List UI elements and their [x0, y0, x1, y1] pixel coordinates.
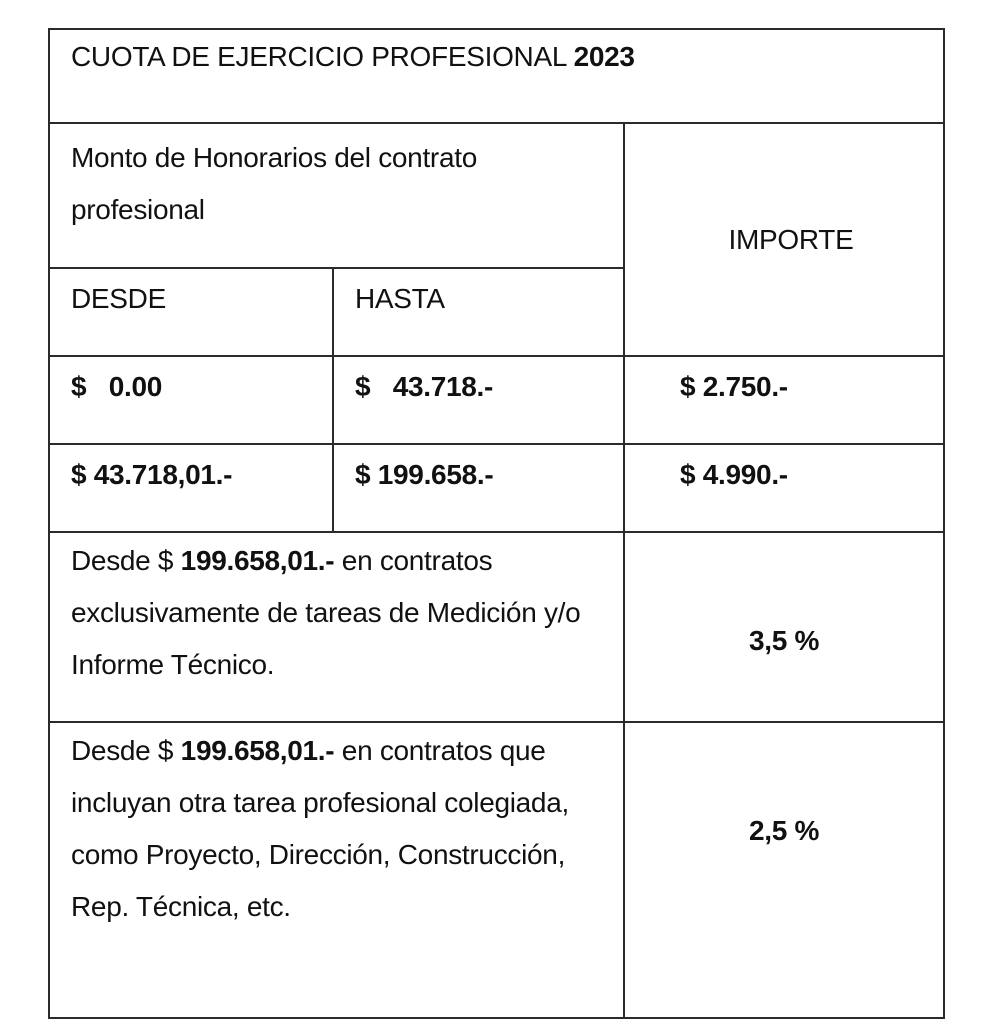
rule-description: en contratos exclusivamente de tareas de Medición y/o Informe Técnico. [71, 545, 581, 680]
amount-header-cell [624, 123, 944, 356]
rule-row-measurement [49, 532, 944, 722]
rule-rate: 3,5 % [624, 532, 944, 722]
from-header-cell [49, 268, 333, 356]
from-header-label: DESDE [71, 283, 166, 314]
rule-description-cell [49, 532, 624, 722]
from-value: $ 0.00 [49, 356, 333, 444]
table-row [49, 356, 944, 444]
document-title-year: 2023 [573, 41, 635, 72]
title-cell [49, 29, 944, 123]
group-header-label: Monto de Honorarios del contrato profesional [71, 142, 477, 225]
from-value: $ 43.718,01.- [49, 444, 333, 532]
to-header-cell [333, 268, 624, 356]
rule-prefix: Desde $ [71, 545, 181, 576]
rule-threshold: 199.658,01.- [180, 735, 335, 766]
table-row [49, 444, 944, 532]
rule-row-other-tasks [49, 722, 944, 1018]
amount-header-label: IMPORTE [728, 223, 854, 255]
rule-description: en contratos que incluyan otra tarea profesional colegiada, como Proyecto, Dirección, Construcción, Rep. Técnica, etc. [71, 735, 569, 922]
document-title: CUOTA DE EJERCICIO PROFESIONAL [71, 41, 574, 72]
amount-value: $ 2.750.- [624, 356, 944, 444]
to-value: $ 43.718.- [333, 356, 624, 444]
fee-table [48, 28, 945, 1019]
to-value: $ 199.658.- [333, 444, 624, 532]
rule-threshold: 199.658,01.- [180, 545, 335, 576]
title-row [49, 29, 944, 123]
group-header-cell [49, 123, 624, 268]
rule-rate: 2,5 % [624, 722, 944, 1018]
amount-value: $ 4.990.- [624, 444, 944, 532]
to-header-label: HASTA [355, 283, 445, 314]
rule-prefix: Desde $ [71, 735, 181, 766]
header-row [49, 123, 944, 268]
rule-description-cell [49, 722, 624, 1018]
